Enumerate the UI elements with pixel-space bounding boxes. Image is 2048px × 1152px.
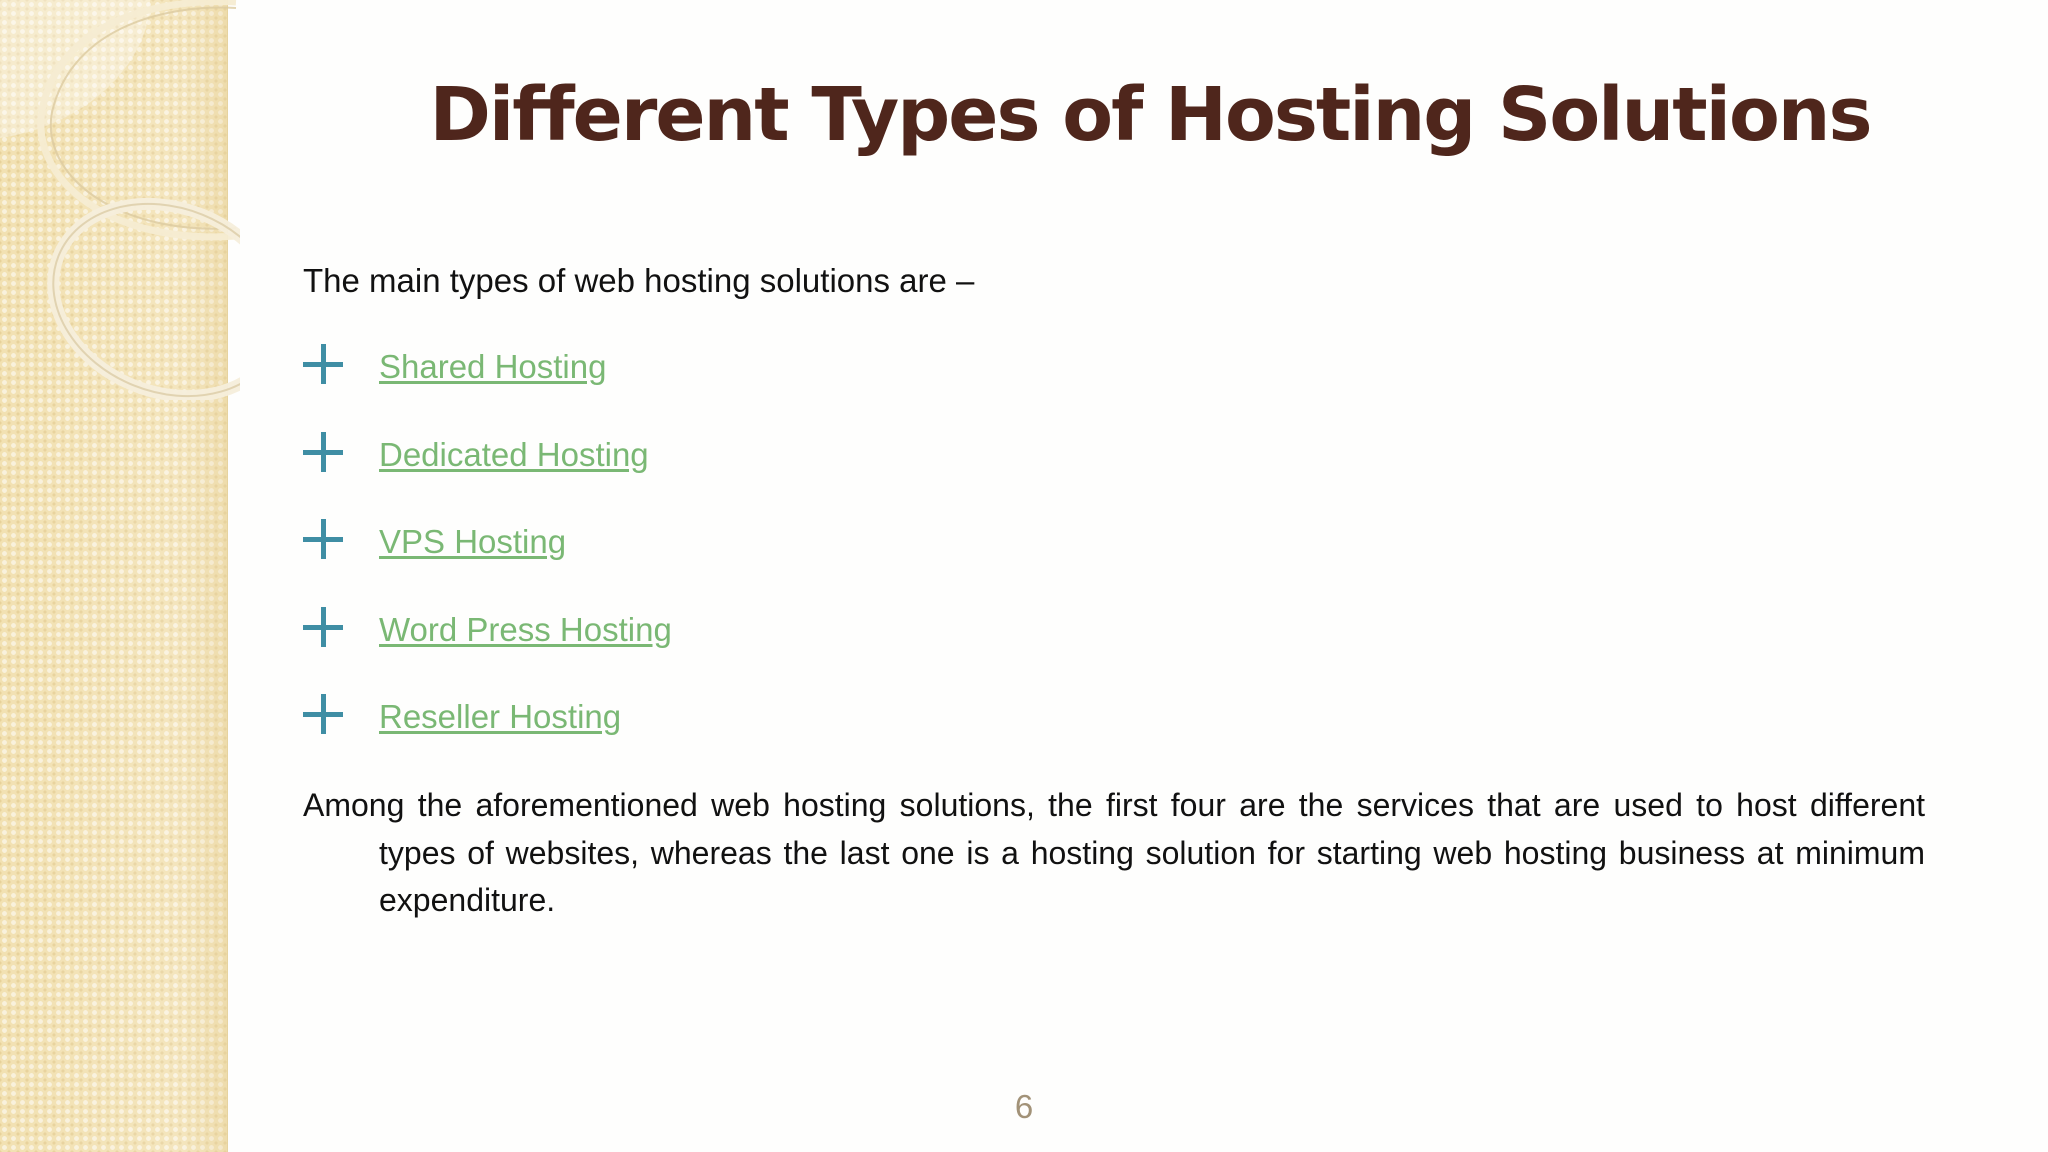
link-shared-hosting[interactable]: Shared Hosting [379, 348, 607, 385]
link-dedicated-hosting[interactable]: Dedicated Hosting [379, 435, 649, 473]
link-wordpress-hosting[interactable]: Word Press Hosting [379, 610, 672, 648]
decorative-rings [0, 0, 240, 400]
plus-icon [303, 694, 343, 734]
hosting-types-list [303, 334, 672, 772]
list-item [303, 334, 672, 422]
list-item [303, 597, 672, 685]
plus-icon [303, 344, 343, 384]
plus-icon [303, 519, 343, 559]
intro-text: The main types of web hosting solutions are – [303, 262, 975, 299]
slide-title: Different Types of Hosting Solutions [429, 72, 1871, 158]
page-number: 6 [1014, 1088, 1034, 1125]
summary-paragraph: Among the aforementioned web hosting solutions, the first four are the services that are used to host different types of websites, whereas the last one is a hosting solution for starting web hosting business at minimum expenditure. [303, 787, 1925, 918]
list-item [303, 509, 672, 597]
list-item [303, 422, 672, 510]
list-item [303, 684, 672, 772]
plus-icon [303, 607, 343, 647]
link-reseller-hosting[interactable]: Reseller Hosting [379, 698, 622, 735]
plus-icon [303, 432, 343, 472]
link-vps-hosting[interactable]: VPS Hosting [379, 523, 567, 560]
